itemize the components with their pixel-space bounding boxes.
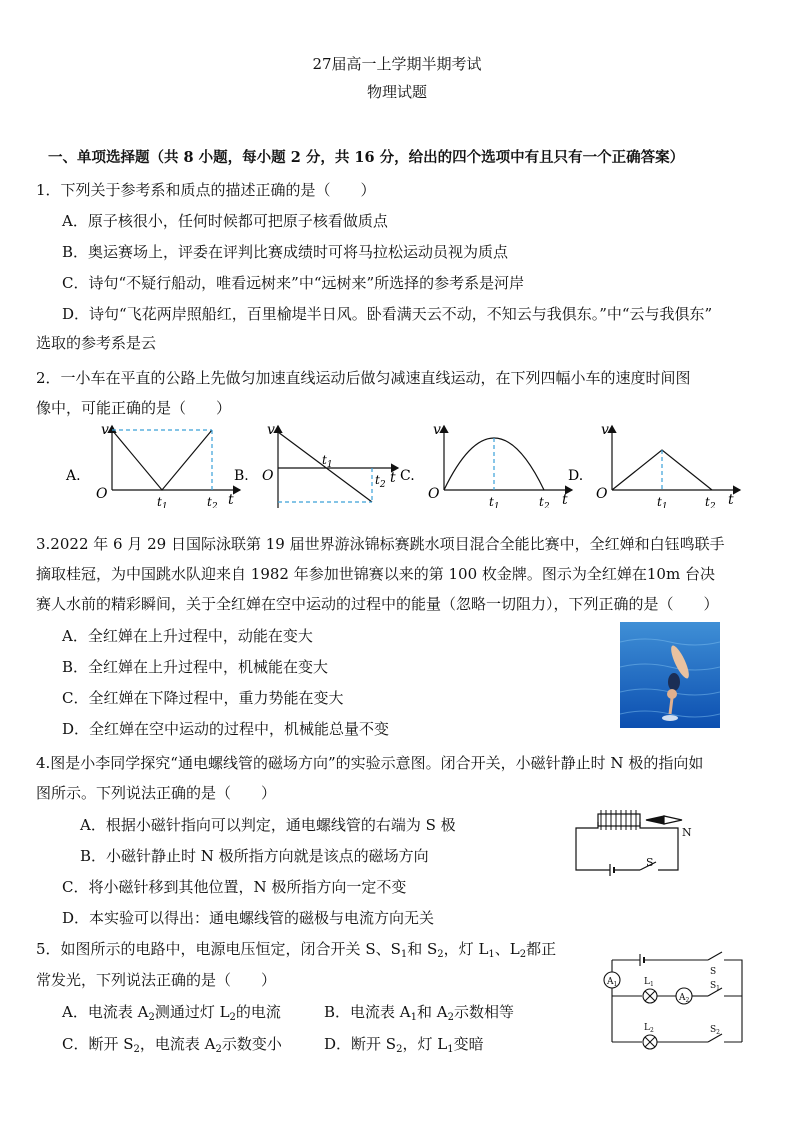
lamp-l1-label: $L_1$ — [644, 977, 654, 988]
ammeter-a2-label: $A_2$ — [679, 993, 690, 1004]
subject-title: 物理试题 — [366, 83, 427, 101]
graph-c-t1: $t_1$ — [489, 495, 500, 508]
graph-c-t2: $t_2$ — [539, 495, 550, 508]
graph-b-origin: O — [262, 468, 274, 484]
option-a: A．全红婵在上升过程中，动能在变大 — [62, 627, 313, 645]
question-stem-line1: 2．一小车在平直的公路上先做匀加速直线运动后做匀减速直线运动，在下列四幅小车的速度时间图 — [36, 369, 691, 387]
compass-needle-icon — [646, 816, 682, 824]
graph-d — [612, 426, 740, 490]
graph-c-t: t — [562, 492, 568, 508]
option-b: B．奥运赛场上，评委在评判比赛成绩时可将马拉松运动员视为质点 — [62, 243, 509, 261]
graph-b — [278, 426, 398, 508]
switch-s2-label: $S_2$ — [710, 1025, 720, 1036]
graph-b-t1: $t_1$ — [322, 453, 333, 470]
parallel-circuit — [596, 946, 756, 1054]
option-c: C．全红婵在下降过程中，重力势能在变大 — [62, 689, 344, 707]
graph-b-label: B. — [234, 468, 249, 484]
question-stem-line1: 5．如图所示的电路中，电源电压恒定，闭合开关 S、$S_1$和 $S_2$，灯 $L_1$、$L_2$都正 — [36, 940, 557, 960]
question-stem-line2: 像中，可能正确的是（ ） — [36, 399, 232, 417]
option-a: A．根据小磁针指向可以判定，通电螺线管的右端为 S 极 — [80, 816, 456, 834]
option-a: A．原子核很小，任何时候都可把原子核看做质点 — [62, 212, 388, 230]
graph-c-label: C. — [400, 468, 415, 484]
graph-c-origin: O — [428, 486, 440, 502]
needle-n-label: N — [682, 826, 692, 839]
graph-d-t2: $t_2$ — [705, 495, 716, 508]
question-stem-line2: 摘取桂冠，为中国跳水队迎来自 1982 年参加世锦赛以来的第 100 枚金牌。图示为全红婵在10m 台决 — [36, 565, 715, 583]
graph-d-t: t — [728, 492, 734, 508]
switch-label: S — [646, 856, 654, 869]
option-d: D．诗句“飞花两岸照船红，百里榆堤半日风。卧看满天云不动，不知云与我俱东。”中“云与我俱东” — [62, 305, 713, 323]
graph-a — [112, 426, 240, 490]
graph-b-t: t — [390, 470, 396, 486]
graph-a-label: A. — [66, 468, 81, 484]
question-stem-line1: 4.图是小李同学探究“通电螺线管的磁场方向”的实验示意图。闭合开关，小磁针静止时 N 极的指向如 — [36, 754, 704, 772]
question-stem-line2: 常发光，下列说法正确的是（ ） — [36, 971, 277, 989]
lamp-l2-label: $L_2$ — [644, 1023, 654, 1034]
solenoid-circuit — [570, 798, 700, 878]
question-stem-line1: 3.2022 年 6 月 29 日国际泳联第 19 届世界游泳锦标赛跳水项目混合全能比赛中，全红婵和白钰鸣联手 — [36, 535, 725, 553]
option-d: D．断开 $S_2$，灯 $L_1$变暗 — [324, 1035, 484, 1055]
graph-a-t: t — [228, 492, 234, 508]
option-d: D．本实验可以得出：通电螺线管的磁极与电流方向无关 — [62, 909, 435, 927]
diver-photo — [620, 622, 720, 728]
option-b: B．小磁针静止时 N 极所指方向就是该点的磁场方向 — [80, 847, 429, 865]
option-b: B．全红婵在上升过程中，机械能在变大 — [62, 658, 329, 676]
question-stem-line3: 赛人水前的精彩瞬间，关于全红婵在空中运动的过程中的能量（忽略一切阻力），下列正确的是（ ） — [36, 595, 719, 613]
option-c: C．诗句“不疑行船动，唯看远树来”中“远树来”所选择的参考系是河岸 — [62, 274, 525, 292]
graph-a-t1: $t_1$ — [157, 495, 168, 508]
vt-graphs — [0, 418, 794, 508]
section-header: 一、单项选择题（共 8 小题，每小题 2 分，共 16 分，给出的四个选项中有且只有一个正确答案） — [48, 149, 685, 166]
graph-d-t1: $t_1$ — [657, 495, 668, 508]
question-stem-line2: 图所示。下列说法正确的是（ ） — [36, 784, 277, 802]
option-b: B．电流表 $A_1$和 $A_2$示数相等 — [324, 1003, 514, 1023]
exam-title: 27届高一上学期半期考试 — [312, 55, 482, 73]
graph-a-t2: $t_2$ — [207, 495, 218, 508]
graph-d-label: D. — [568, 468, 584, 484]
option-d-continued: 选取的参考系是云 — [36, 334, 157, 352]
ammeter-a1-label: $A_1$ — [607, 977, 618, 988]
switch-s-label: S — [710, 967, 717, 977]
option-a: A．电流表 $A_2$测通过灯 $L_2$的电流 — [62, 1003, 281, 1023]
graph-b-t2: $t_2$ — [375, 473, 386, 490]
graph-a-v: v — [101, 422, 109, 438]
solenoid-icon — [598, 814, 640, 826]
graph-a-origin: O — [96, 486, 108, 502]
option-d: D．全红婵在空中运动的过程中，机械能总量不变 — [62, 720, 390, 738]
graph-c — [444, 426, 572, 490]
question-stem: 1．下列关于参考系和质点的描述正确的是（ ） — [36, 181, 376, 199]
graph-d-v: v — [601, 422, 609, 438]
switch-s1-label: $S_1$ — [710, 981, 720, 992]
graph-b-v: v — [267, 422, 275, 438]
graph-d-origin: O — [596, 486, 608, 502]
option-c: C．断开 $S_2$，电流表 $A_2$示数变小 — [62, 1035, 282, 1055]
option-c: C．将小磁针移到其他位置，N 极所指方向一定不变 — [62, 878, 407, 896]
graph-c-v: v — [433, 422, 441, 438]
